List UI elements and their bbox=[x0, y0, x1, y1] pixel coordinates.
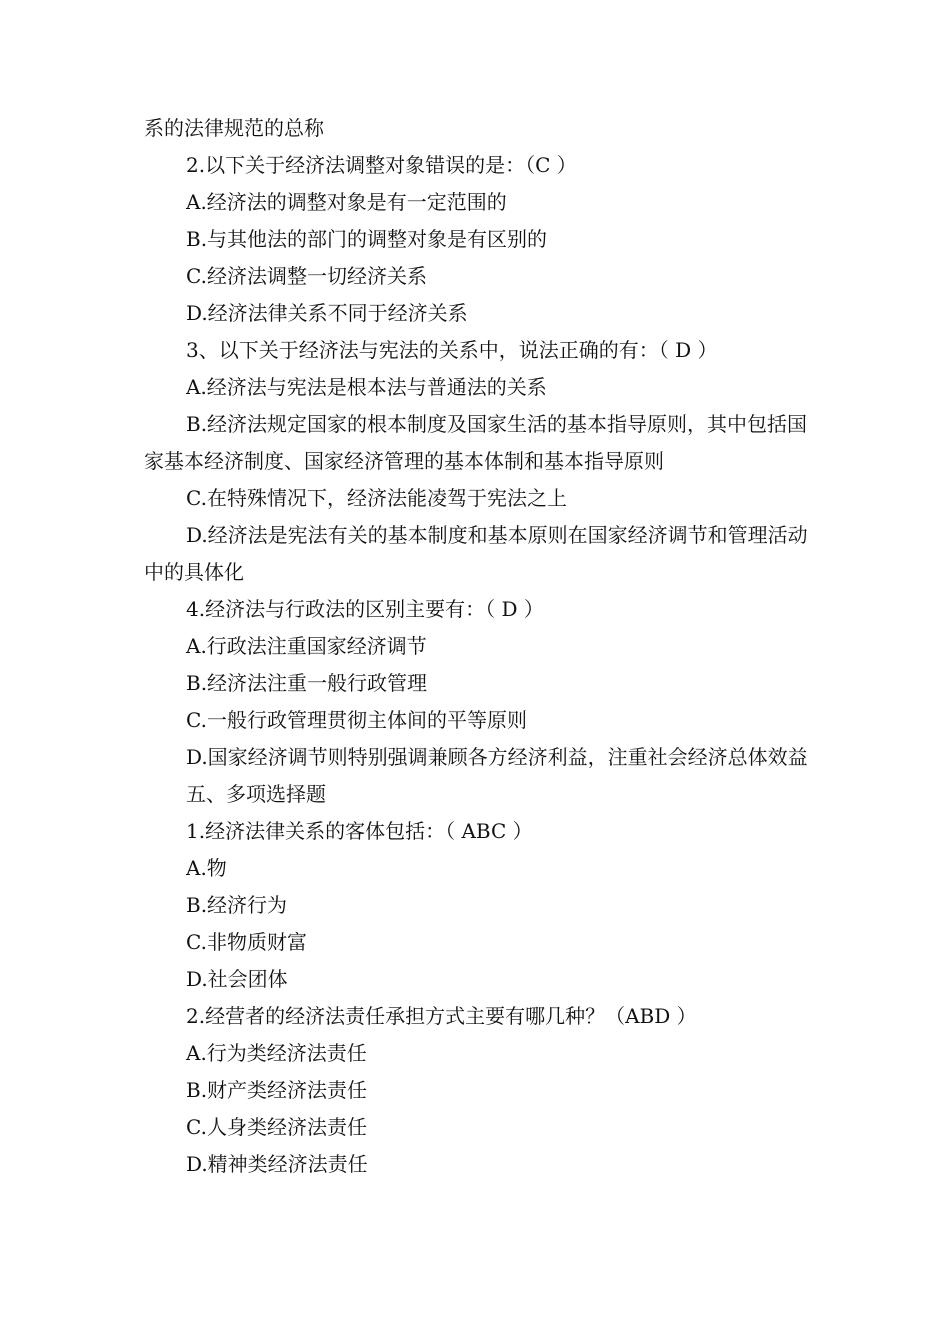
multi-question-2-option-a: A.行为类经济法责任 bbox=[186, 1041, 367, 1065]
question-2-option-b: B.与其他法的部门的调整对象是有区别的 bbox=[186, 227, 548, 251]
question-3-stem: 3、以下关于经济法与宪法的关系中，说法正确的有：（ D ） bbox=[186, 338, 718, 362]
question-2-option-d: D.经济法律关系不同于经济关系 bbox=[186, 301, 468, 325]
document-body bbox=[144, 110, 814, 1183]
multi-question-1-stem: 1.经济法律关系的客体包括：（ ABC ） bbox=[186, 819, 533, 843]
multi-question-2-option-c: C.人身类经济法责任 bbox=[186, 1115, 367, 1139]
question-2-stem: 2.以下关于经济法调整对象错误的是：（C ） bbox=[186, 153, 577, 177]
multi-question-2-option-d: D.精神类经济法责任 bbox=[186, 1152, 368, 1176]
question-3-option-a: A.经济法与宪法是根本法与普通法的关系 bbox=[186, 375, 547, 399]
question-3-option-b: B.经济法规定国家的根本制度及国家生活的基本指导原则，其中包括国家基本经济制度、国家经济管理的基本体制和基本指导原则 bbox=[144, 412, 808, 473]
multi-question-1-option-c: C.非物质财富 bbox=[186, 930, 307, 954]
question-4-option-c: C.一般行政管理贯彻主体间的平等原则 bbox=[186, 708, 527, 732]
question-4-stem: 4.经济法与行政法的区别主要有：（ D ） bbox=[186, 597, 544, 621]
question-4-option-d: D.国家经济调节则特别强调兼顾各方经济利益，注重社会经济总体效益 bbox=[186, 745, 808, 769]
multi-question-1-option-b: B.经济行为 bbox=[186, 893, 288, 917]
multi-question-2-stem: 2.经营者的经济法责任承担方式主要有哪几种？（ABD ） bbox=[186, 1004, 697, 1028]
text-line: 系的法律规范的总称 bbox=[144, 116, 324, 140]
multi-question-1-option-a: A.物 bbox=[186, 856, 227, 880]
question-4-option-b: B.经济法注重一般行政管理 bbox=[186, 671, 428, 695]
multi-question-1-option-d: D.社会团体 bbox=[186, 967, 288, 991]
question-2-option-a: A.经济法的调整对象是有一定范围的 bbox=[186, 190, 507, 214]
section-heading: 五、多项选择题 bbox=[186, 782, 326, 806]
question-4-option-a: A.行政法注重国家经济调节 bbox=[186, 634, 427, 658]
question-3-option-d: D.经济法是宪法有关的基本制度和基本原则在国家经济调节和管理活动中的具体化 bbox=[144, 523, 808, 584]
multi-question-2-option-b: B.财产类经济法责任 bbox=[186, 1078, 368, 1102]
question-2-option-c: C.经济法调整一切经济关系 bbox=[186, 264, 427, 288]
question-3-option-c: C.在特殊情况下，经济法能凌驾于宪法之上 bbox=[186, 486, 567, 510]
